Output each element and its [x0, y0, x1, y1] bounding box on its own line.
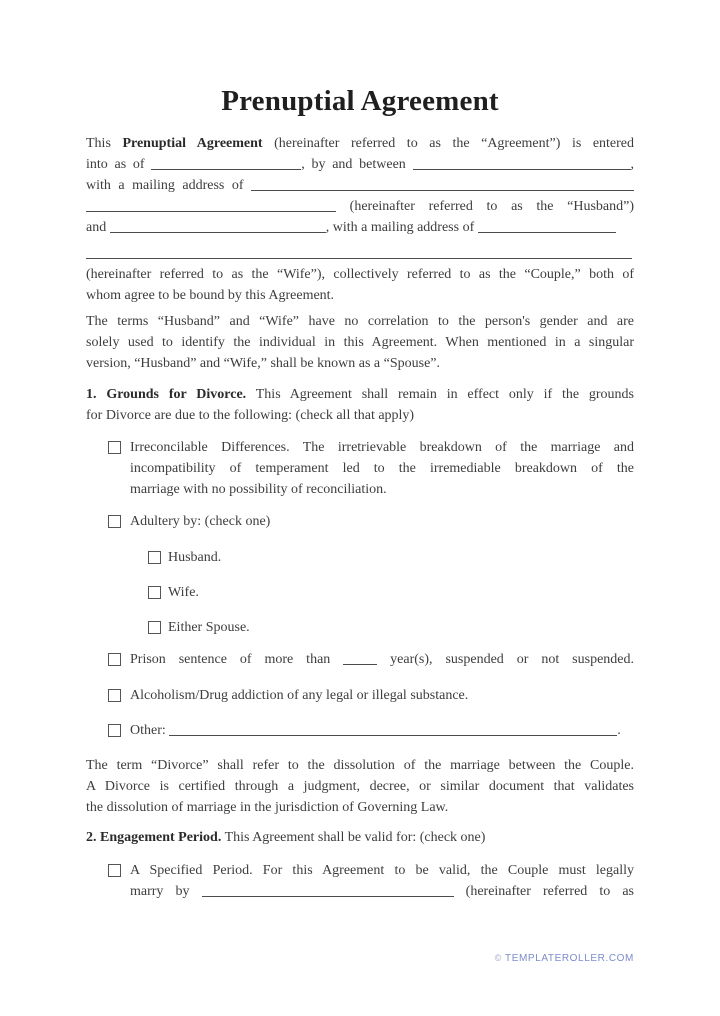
item-irreconcilable	[86, 437, 634, 500]
checkbox[interactable]	[148, 551, 161, 564]
text-line	[130, 511, 634, 532]
item-adultery	[86, 511, 634, 532]
text: version, “Husband” and “Wife,” shall be known as a “Spouse”.	[86, 356, 440, 371]
text-line	[86, 285, 634, 306]
item-adultery-wife	[86, 582, 634, 603]
bold-text: Prenuptial Agreement	[122, 136, 263, 151]
text: , by and between	[301, 157, 413, 172]
checkbox[interactable]	[148, 586, 161, 599]
text-line	[86, 384, 634, 405]
footer	[495, 953, 634, 964]
text-line	[86, 827, 634, 848]
text: This Agreement shall remain in effect only if the grounds	[246, 387, 635, 402]
text-line	[168, 582, 634, 603]
blank-field[interactable]	[151, 157, 301, 170]
text: whom agree to be bound by this Agreement.	[86, 288, 335, 303]
blank-field[interactable]	[413, 157, 631, 170]
text-line	[130, 685, 634, 706]
text-line	[130, 860, 634, 881]
text: (hereinafter referred to as the “Wife”), collectively referred to as the “Couple,” both of	[86, 267, 634, 282]
text-line	[86, 755, 634, 776]
text: with a mailing address of	[86, 178, 251, 193]
document-body	[86, 133, 634, 902]
text-line	[86, 196, 634, 217]
text-line	[86, 405, 634, 426]
checkbox[interactable]	[108, 441, 121, 454]
text-line	[86, 332, 634, 353]
checkbox[interactable]	[108, 515, 121, 528]
text-line	[130, 720, 634, 741]
text-line	[86, 264, 634, 285]
text-line	[86, 217, 634, 238]
text: Alcoholism/Drug addiction of any legal or illegal substance.	[130, 688, 469, 703]
blank-field[interactable]	[110, 220, 326, 233]
bold-text: 2. Engagement Period.	[86, 830, 222, 845]
text: , with a mailing address of	[325, 220, 478, 235]
intro-paragraph	[86, 133, 634, 238]
text: (hereinafter referred to as	[453, 884, 634, 899]
text: .	[617, 723, 621, 738]
blank-field[interactable]	[169, 723, 617, 736]
blank-field[interactable]	[251, 178, 634, 191]
engagement-heading	[86, 827, 634, 848]
blank-field[interactable]	[202, 884, 454, 897]
checkbox[interactable]	[148, 621, 161, 634]
wife-clause-paragraph	[86, 243, 634, 306]
terms-paragraph	[86, 311, 634, 374]
text: Husband.	[168, 550, 222, 565]
page-title: Prenuptial Agreement	[221, 85, 499, 117]
grounds-heading	[86, 384, 634, 426]
text-line	[130, 437, 634, 458]
blank-field[interactable]	[86, 199, 336, 212]
text-line	[130, 479, 634, 500]
blank-field[interactable]	[478, 220, 616, 233]
checkbox[interactable]	[108, 653, 121, 666]
text: solely used to identify the individual in this Agreement. When mentioned in a singular	[86, 335, 634, 350]
text: marry by	[130, 884, 202, 899]
text-line	[130, 881, 634, 902]
text-line	[86, 154, 634, 175]
templateroller-link[interactable]: TEMPLATEROLLER.COM	[505, 953, 634, 964]
text-line	[168, 547, 634, 568]
text-line	[86, 243, 634, 264]
text-line	[86, 175, 634, 196]
text: Irreconcilable Differences. The irretrievable breakdown of the marriage and	[130, 440, 634, 455]
text: for Divorce are due to the following: (check all that apply)	[86, 408, 415, 423]
checkbox[interactable]	[108, 864, 121, 877]
text: The term “Divorce” shall refer to the dissolution of the marriage between the Couple.	[86, 758, 634, 773]
text: (hereinafter referred to as the “Agreement”) is entered	[262, 136, 635, 151]
text: the dissolution of marriage in the jurisdiction of Governing Law.	[86, 800, 449, 815]
text-line	[130, 458, 634, 479]
text: A Divorce is certified through a judgment, decree, or similar document that validates	[86, 779, 634, 794]
item-alcoholism	[86, 685, 634, 706]
text: and	[86, 220, 110, 235]
text-line	[168, 617, 634, 638]
text: marriage with no possibility of reconciliation.	[130, 482, 387, 497]
text: Wife.	[168, 585, 199, 600]
text-line	[86, 797, 634, 818]
text-line	[86, 311, 634, 332]
text: The terms “Husband” and “Wife” have no correlation to the person's gender and are	[86, 314, 634, 329]
text-line	[86, 133, 634, 154]
text: Adultery by: (check one)	[130, 514, 271, 529]
text-line	[86, 776, 634, 797]
checkbox[interactable]	[108, 724, 121, 737]
item-specified-period	[86, 860, 634, 902]
text: Other:	[130, 723, 170, 738]
checkbox[interactable]	[108, 689, 121, 702]
text: Prison sentence of more than	[130, 652, 344, 667]
text: A Specified Period. For this Agreement to be valid, the Couple must legally	[130, 863, 634, 878]
blank-field[interactable]	[86, 246, 632, 259]
text: year(s), suspended or not suspended.	[377, 652, 635, 667]
text: incompatibility of temperament led to the irremediable breakdown of the	[130, 461, 634, 476]
item-prison	[86, 649, 634, 670]
item-adultery-husband	[86, 547, 634, 568]
copyright-icon: ©	[494, 953, 503, 963]
text: into as of	[86, 157, 152, 172]
text: Either Spouse.	[168, 620, 250, 635]
text: ,	[630, 157, 634, 172]
text: (hereinafter referred to as the “Husband”)	[336, 199, 634, 214]
text-line	[130, 649, 634, 670]
item-other	[86, 720, 634, 741]
divorce-term-paragraph	[86, 755, 634, 818]
text-line	[86, 353, 634, 374]
blank-field[interactable]	[343, 652, 377, 665]
text: This Agreement shall be valid for: (check one)	[221, 830, 486, 845]
item-adultery-either	[86, 617, 634, 638]
text: This	[86, 136, 123, 151]
bold-text: 1. Grounds for Divorce.	[86, 387, 247, 402]
